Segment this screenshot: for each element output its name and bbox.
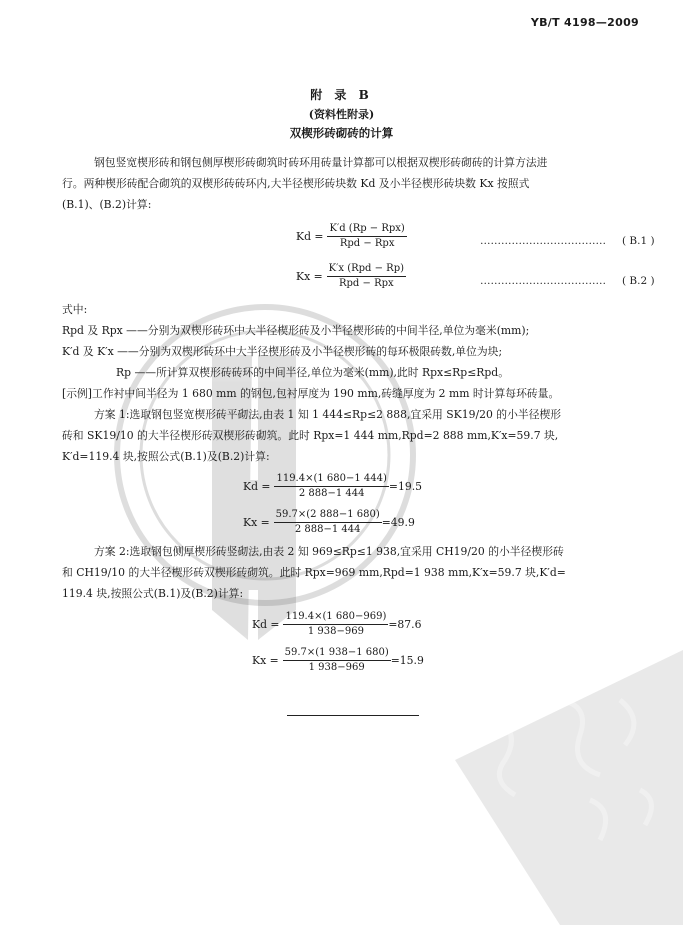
scheme1-line-3: K′d=119.4 块,按照公式(B.1)及(B.2)计算: <box>62 450 270 463</box>
scheme2-kx-denominator: 1 938−969 <box>308 662 365 673</box>
formula-b1-numerator: K′d (Rp − Rpx) <box>327 222 406 237</box>
where-line-2: K′d 及 K′x ——分别为双楔形砖环中大半径楔形砖及小半径楔形砖的每环极限砖数,单位为块; <box>62 345 503 358</box>
formula-b1-number: ( B.1 ) <box>622 235 655 247</box>
formula-b2-fraction <box>327 262 406 291</box>
scheme2-kd-formula <box>252 610 421 639</box>
scheme2-kx-formula <box>252 646 424 675</box>
scheme1-kx-formula <box>243 508 415 537</box>
scheme2-line-3: 119.4 块,按照公式(B.1)及(B.2)计算: <box>62 587 244 600</box>
scheme2-line-1: 方案 2:选取钢包侧厚楔形砖竖砌法,由表 2 知 969≤Rp≤1 938,宜采用 CH19/20 的小半径楔形砖 <box>94 545 564 558</box>
formula-b1-lhs: Kd = <box>296 230 324 243</box>
scheme1-kx-lhs: Kx = <box>243 516 270 529</box>
intro-line-3: (B.1)、(B.2)计算: <box>62 198 152 211</box>
scheme2-kd-numerator: 119.4×(1 680−969) <box>283 610 388 625</box>
formula-b2-number: ( B.2 ) <box>622 275 655 287</box>
where-line-1: Rpd 及 Rpx ——分别为双楔形砖环中大半径楔形砖及小半径楔形砖的中间半径,单位为毫米(mm); <box>62 324 530 337</box>
scheme2-kd-result: =87.6 <box>388 618 422 631</box>
scheme2-line-2: 和 CH19/10 的大半径楔形砖双楔形砖砌筑。此时 Rpx=969 mm,Rpd=1 938 mm,K′x=59.7 块,K′d= <box>62 566 566 579</box>
formula-b1-denominator: Rpd − Rpx <box>339 238 395 249</box>
appendix-label: 附 录 B <box>310 88 373 102</box>
scheme1-kd-formula <box>243 472 422 501</box>
where-line-3: Rp ——所计算双楔形砖砖环的中间半径,单位为毫米(mm),此时 Rpx≤Rp≤Rpd。 <box>116 366 510 379</box>
formula-b2-dots: ……………………………… <box>480 275 606 287</box>
formula-b1-fraction <box>327 222 406 251</box>
scheme1-kd-lhs: Kd = <box>243 480 271 493</box>
scheme1-kd-denominator: 2 888−1 444 <box>298 488 365 499</box>
formula-b2-numerator: K′x (Rpd − Rp) <box>327 262 406 277</box>
appendix-type: (资料性附录) <box>308 108 375 121</box>
formula-b2-denominator: Rpd − Rpx <box>339 278 394 289</box>
scheme1-kd-numerator: 119.4×(1 680−1 444) <box>274 472 388 487</box>
formula-b1 <box>296 222 407 251</box>
scheme2-kd-denominator: 1 938−969 <box>307 626 364 637</box>
scheme2-kx-lhs: Kx = <box>252 654 279 667</box>
example-intro: [示例]工作衬中间半径为 1 680 mm 的钢包,包衬厚度为 190 mm,砖缝厚度为 2 mm 时计算每环砖量。 <box>62 387 560 400</box>
scheme2-kd-fraction <box>283 610 388 639</box>
standard-number: YB/T 4198—2009 <box>530 16 639 29</box>
scheme1-kx-denominator: 2 888−1 444 <box>294 524 361 535</box>
formula-b1-dots: ……………………………… <box>480 235 606 247</box>
intro-line-2: 行。两种楔形砖配合砌筑的双楔形砖砖环内,大半径楔形砖块数 Kd 及小半径楔形砖块数 Kx 按照式 <box>62 177 530 190</box>
scheme2-kx-fraction <box>283 646 391 675</box>
scheme2-kd-lhs: Kd = <box>252 618 280 631</box>
scheme1-line-1: 方案 1:选取钢包竖宽楔形砖平砌法,由表 1 知 1 444≤Rp≤2 888,宜采用 SK19/20 的小半径楔形 <box>94 408 562 421</box>
formula-b2-lhs: Kx = <box>296 270 323 283</box>
formula-b2 <box>296 262 406 291</box>
intro-line-1: 钢包竖宽楔形砖和钢包侧厚楔形砖砌筑时砖环用砖量计算都可以根据双楔形砖砌砖的计算方法进 <box>94 156 548 169</box>
scheme1-line-2: 砖和 SK19/10 的大半径楔形砖双楔形砖砌筑。此时 Rpx=1 444 mm,Rpd=2 888 mm,K′x=59.7 块, <box>62 429 559 442</box>
scheme1-kx-numerator: 59.7×(2 888−1 680) <box>274 508 382 523</box>
scheme2-kx-numerator: 59.7×(1 938−1 680) <box>283 646 391 661</box>
scheme2-kx-result: =15.9 <box>390 654 424 667</box>
scheme1-kd-fraction <box>274 472 388 501</box>
end-rule <box>287 715 419 716</box>
where-label: 式中: <box>62 303 88 316</box>
scheme1-kx-fraction <box>274 508 382 537</box>
scheme1-kd-result: =19.5 <box>388 480 423 493</box>
appendix-title: 双楔形砖砌砖的计算 <box>289 126 394 140</box>
scheme1-kx-result: =49.9 <box>381 516 415 529</box>
